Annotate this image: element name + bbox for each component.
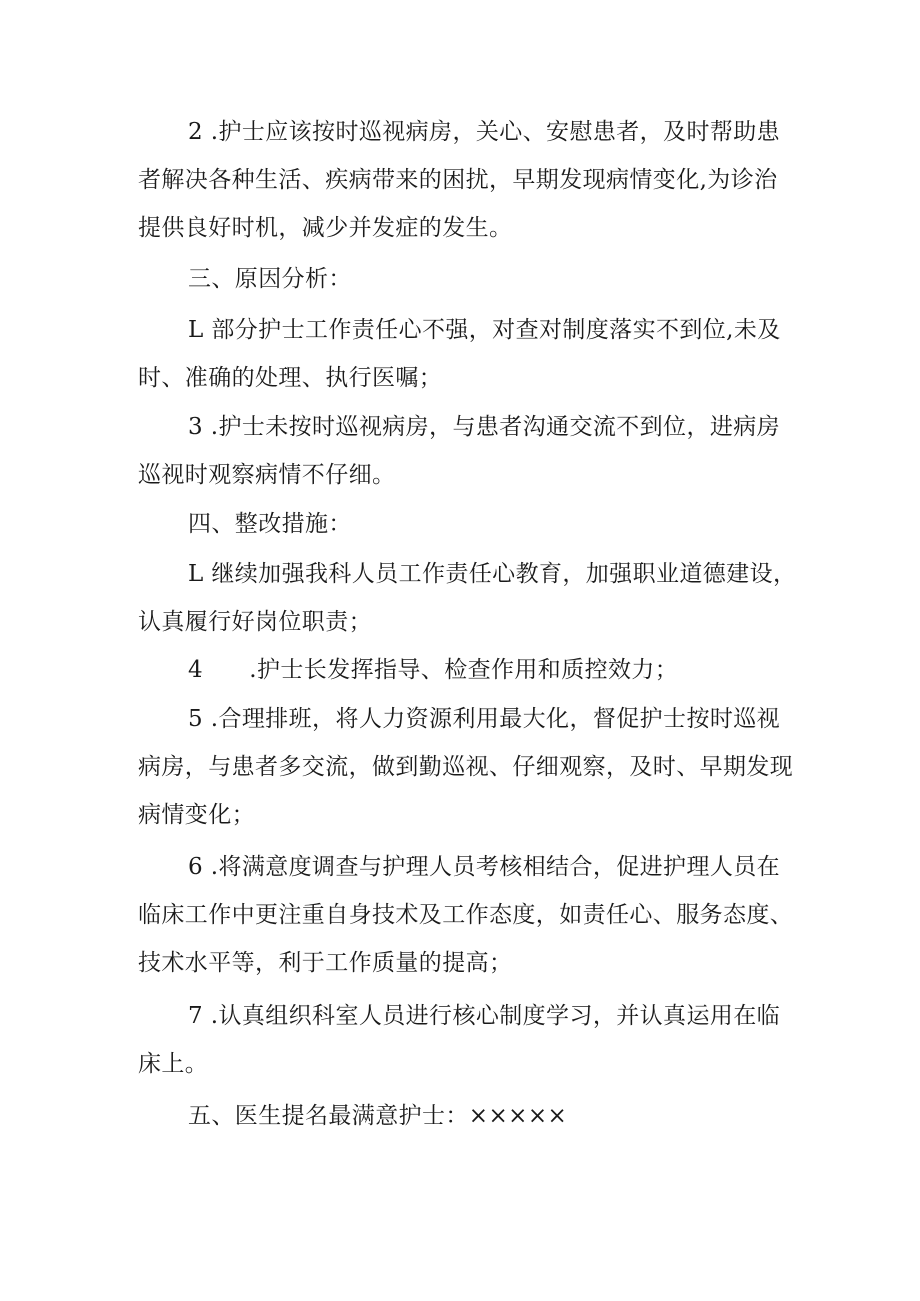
text-line: 6 .将满意度调查与护理人员考核相结合，促进护理人员在 (188, 854, 781, 880)
text-line: 5 .合理排班，将人力资源利用最大化，督促护士按时巡视 (188, 706, 781, 732)
text-line: 临床工作中更注重自身技术及工作态度，如责任心、服务态度、 (138, 902, 794, 928)
paragraph-measure-6 (138, 843, 794, 987)
paragraph-measure-4 (138, 646, 788, 694)
text-line: 病房，与患者多交流，做到勤巡视、仔细观察，及时、早期发现 (138, 754, 794, 780)
text-line: 病情变化； (138, 802, 255, 828)
text-line: 4 .护士长发挥指导、检查作用和质控效力； (188, 657, 679, 683)
paragraph-measure-5 (138, 695, 794, 839)
paragraph-cause-3 (138, 403, 788, 499)
text-line: 者解决各种生活、疾病带来的困扰，早期发现病情变化,为诊治 (138, 167, 778, 193)
text-line: 巡视时观察病情不仔细。 (138, 462, 396, 488)
text-line: 认真履行好岗位职责； (138, 609, 372, 635)
text-line: L 继续加强我科人员工作责任心教育，加强职业道德建设， (188, 561, 797, 587)
text-line: 提供良好时机，减少并发症的发生。 (138, 215, 513, 241)
section-heading-nominated-nurse (138, 1092, 788, 1140)
text-line: 技术水平等，利于工作质量的提高； (138, 950, 513, 976)
text-line: 床上。 (138, 1051, 209, 1077)
text-line: 时、准确的处理、执行医嘱； (138, 365, 443, 391)
heading-text: 五、医生提名最满意护士：××××× (188, 1103, 568, 1129)
text-line: 7 .认真组织科室人员进行核心制度学习，并认真运用在临 (188, 1003, 781, 1029)
paragraph-measure-7 (138, 992, 788, 1088)
heading-text: 三、原因分析： (188, 266, 352, 292)
paragraph-cause-1 (138, 306, 788, 402)
paragraph-item-2-patrol (138, 108, 788, 252)
text-line: L 部分护士工作责任心不强，对查对制度落实不到位,未及 (188, 317, 781, 343)
paragraph-measure-1 (138, 550, 797, 646)
section-heading-rectification (138, 500, 788, 548)
section-heading-cause-analysis (138, 255, 788, 303)
text-line: 3 .护士未按时巡视病房，与患者沟通交流不到位，进病房 (188, 414, 781, 440)
text-line: 2 .护士应该按时巡视病房，关心、安慰患者，及时帮助患 (188, 119, 781, 145)
heading-text: 四、整改措施： (188, 511, 352, 537)
